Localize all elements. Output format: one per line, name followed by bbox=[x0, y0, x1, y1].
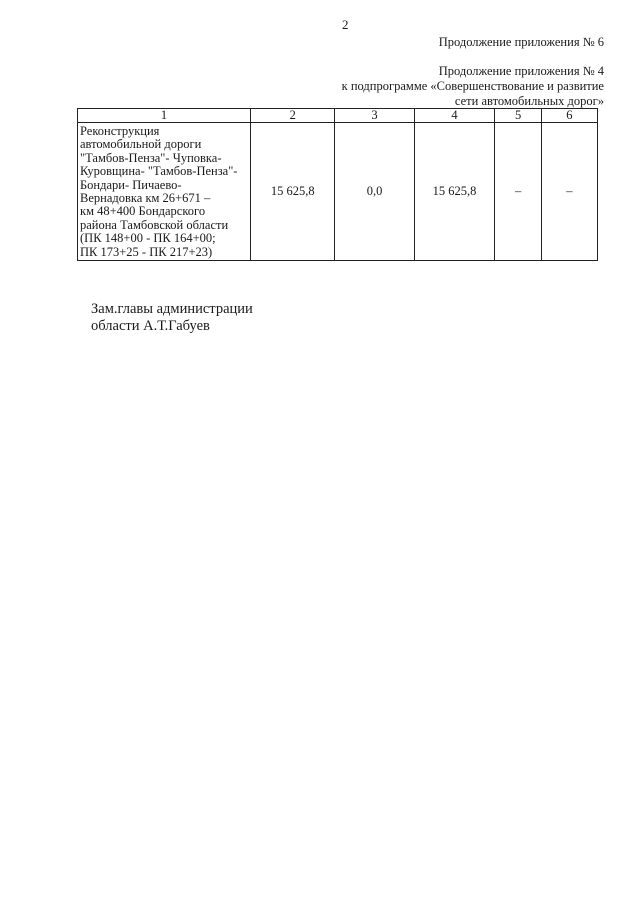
table-header-row bbox=[78, 109, 598, 123]
table-row bbox=[78, 123, 598, 261]
financing-table bbox=[77, 108, 598, 261]
signature-block bbox=[91, 301, 253, 335]
appendix-4-continuation: Продолжение приложения № 4 bbox=[438, 64, 604, 78]
appendix-6-continuation: Продолжение приложения № 6 bbox=[438, 35, 604, 49]
total-amount: 15 625,8 bbox=[251, 123, 335, 261]
amount-col6: – bbox=[541, 123, 597, 261]
signatory-position: Зам.главы администрации bbox=[91, 301, 253, 317]
page-number: 2 bbox=[342, 17, 349, 32]
project-description: Реконструкция автомобильной дороги "Тамбов-Пенза"- Чуповка- Куровщина- "Тамбов-Пенза"- Бондари- Пичаево- Вернадовка км 26+671 – км 48+400 Бондарского района Тамбовской области (ПК 148+00 - ПК 164+00; ПК 173+25 - ПК 217+23) bbox=[78, 123, 251, 261]
amount-col5: – bbox=[495, 123, 541, 261]
signatory-name: области А.Т.Габуев bbox=[91, 318, 210, 334]
column-header-2: 2 bbox=[251, 109, 335, 123]
amount-col3: 0,0 bbox=[335, 123, 414, 261]
column-header-5: 5 bbox=[495, 109, 541, 123]
column-header-4: 4 bbox=[414, 109, 495, 123]
subprogram-title-line1: к подпрограмме «Совершенствование и развитие bbox=[341, 79, 604, 93]
amount-col4: 15 625,8 bbox=[414, 123, 495, 261]
column-header-6: 6 bbox=[541, 109, 597, 123]
column-header-3: 3 bbox=[335, 109, 414, 123]
column-header-1: 1 bbox=[78, 109, 251, 123]
subprogram-title-line2: сети автомобильных дорог» bbox=[454, 94, 604, 108]
